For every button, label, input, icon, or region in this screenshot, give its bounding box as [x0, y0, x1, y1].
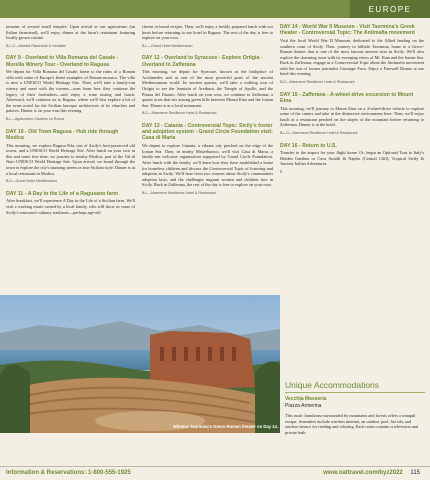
page-number: 115 — [410, 470, 420, 476]
day12-body: This morning, we depart for Syracuse, known as the birthplace of Archimedes and as one of the most powerful ports of the ancient Mediterranean world. Its ancient quarter, we'll take a walking tour of Ortigia to see the fountain of Arethusa, the Temple of Apollo, and the Piazza del Duomo. After lunch on your own, we continue to Zafferana, a quaint town that sits among green hills between Mount Etna and the Ionian Sea. Dinner is at a local restaurant. — [142, 69, 273, 108]
itinerary-column-2 — [142, 24, 273, 202]
day12-meals: B,D—Mareneve Resilience Hotel & Restaurant — [142, 111, 217, 116]
day11-title: DAY 11 - A Day in the Life of a Ragusano farm — [6, 190, 119, 197]
day16-body: Transfer to the airport for your flight home. Or, begin an Optional Tour to Italy's Hidden Gardens or Cava Amalfi & Naples (Central Cliff), Tropical Sicily & Ancient Italian Adventures. — [280, 150, 424, 167]
day9-meals: B,L—Agriturismo Giardino La Rocca — [6, 117, 64, 122]
page-footer — [0, 466, 430, 480]
day10-body: This morning, we explore Ragusa Ibla, one of Sicily's best-preserved old towns, and a UNESCO World Heritage Site. After lunch on your own in this and some free time, we journey to nearby Modica, part of the Val di Noto UNESCO World Heritage Site. Upon arrival, we board through the town to explore the city's stunning streets in true Sicilian style. Dinner is at a local restaurant in Modica. — [6, 142, 135, 176]
day11-body: After breakfast, we'll experience A Day in the Life of a Sicilian farm. We'll visit a working estate owned by a local family, who will show us some of Sicily's renowned culinary traditions—perhaps age-old — [6, 198, 135, 215]
accommodations-description: This rustic farmhouse surrounded by mountains and forests offers a tranquil escape. Amenities include wireless internet, an outdoor pool, hot tub, and outdoor terrace for reading and relaxing. Each room contains a television and private bath. — [285, 413, 418, 435]
day15-meals: B,L,D—Mareneve Resilience Hotel & Restaurant — [280, 130, 358, 135]
reservations-info: Information & Reservations: 1-800-555-1925 — [6, 470, 131, 476]
day14-title: DAY 14 - World War II Museum - Visit Taormina's Greek theater - Controversial Topic: The Antimafia movement — [280, 24, 415, 37]
day10-title: DAY 10 - Old Town Ragusa - Hub ride through Modica — [6, 128, 119, 141]
day9-body: We depart for Villa Romana del Casale, home to the ruins of a Roman villa with some of Europe's finest examples of Roman mosaics. The villa is now a UNESCO World Heritage Site. Then, we'll take a family-run winery and meet with the owners—sons learn how they continue the legacy of their forefathers—and enjoy a wine tasting and lunch. Afterward, we'll continue on to Ragusa, where we'll first explore a bit of the town noted for the Sicilian baroque architecture of its churches and palaces. Dinner is on your own this evening. — [6, 69, 135, 114]
col1-intro-meals: B,L,D—Maestà Ristorante & Vendittei — [6, 43, 66, 48]
col2-intro: cheese or bread recipes. Then, we'll enjoy a freshly prepared lunch with our hosts before returning to our hotel in Ragusa. The rest of the day is free to explore on your own. — [142, 24, 273, 41]
col1-intro: remains of several small temples. Upon arrival at our agriturismo (an Italian farmstead), we'll enjoy dinner at the farm's restaurant featuring locally grown cuisine. — [6, 24, 135, 41]
taormina-theater-photo — [0, 295, 280, 433]
day13-body: We depart to explore Catania, a vibrant city perched on the edge of the Ionian Sea. Then, in nearby Misterbianco, we'll visit Casa di Maria, a family-run welcome organization supported by Grand Circle Foundation. After lunch with the family, we'll learn how they have established a home for homeless children and discuss the Controversial Topic of fostering and adoption in Sicily. We'll hear from two women about Sicily's communities adoption laws, and the challenges migrant women and children face in Sicily. Back in Zafferana, the rest of the day is free to explore on your own. — [142, 143, 273, 188]
day14-meals: B,D—Mareneve Resilience Hotel & Restaurant — [280, 80, 355, 85]
day10-meals: B,D—Grand Hotel Mediterraneo — [6, 179, 58, 184]
top-banner — [0, 0, 430, 18]
day15-body: This morning, we'll journey to Mount Etna on a 4-wheel-drive vehicle to explore some of the craters and take in the distinctive environment here. Then, we'll enjoy lunch at a restaurant perched on the slopes of the mountain before returning to Zafferana. Dinner is at the hotel. — [280, 105, 424, 128]
website-link[interactable]: www.oattravel.com/byz2022 — [323, 470, 403, 476]
day13-title: DAY 13 - Catania - Controversial Topic: Sicily's foster and adoption system - Grand Circle Foundation visit: Casa di Maria — [142, 123, 273, 142]
region-tab: EUROPE — [350, 0, 430, 18]
itinerary-column-1 — [6, 24, 135, 218]
day16-title: DAY 16 - Return to U.S. — [280, 142, 337, 149]
day12-title: DAY 12 - Overland to Syracuse - Explore Ortigia - Overland to Zafferana — [142, 55, 263, 68]
day13-meals: B,L—Mareneve Resilience Hotel & Restaurant — [142, 190, 216, 195]
day16-meals: B — [280, 170, 283, 175]
footer-right — [323, 470, 420, 476]
day14-body: Visit the local World War II Museum, dedicated to the Allied landing on the southern coast of Sicily. Then, journey to hillside Taormina, home to a Greco-Roman theater that is one of the most famous ancient sites in Sicily. We'll also explore the charming town with its sweeping views of Mt. Etna and the Ionian Sea. Back in Zafferana, engage in a Controversial Topic about the Antimafia movement with the son of former journalist Giuseppe Fava. Enjoy a Farewell Dinner at our hotel this evening. — [280, 37, 424, 77]
day9-title: DAY 9 - Overland to Villa Romana del Casale - Morella Winery Tour - Overland to Ragusa — [6, 55, 119, 68]
accommodations-location: Piazza Armerina — [285, 403, 322, 409]
photo-caption: Witness Taormina's Greco-Roman theater on Day 14. — [172, 424, 278, 429]
theater-illustration — [0, 295, 280, 433]
day15-title: DAY 15 - Zafferana - A-wheel-drive excursion to Mount Etna — [280, 91, 414, 104]
col2-intro-meals: B,L—Grand Hotel Mediterraneo — [142, 43, 193, 48]
itinerary-column-3 — [280, 24, 424, 182]
unique-accommodations — [285, 380, 425, 465]
accommodations-title: Unique Accommodations — [285, 380, 425, 393]
accommodations-hotel: Vecchia Masseria — [285, 396, 327, 402]
